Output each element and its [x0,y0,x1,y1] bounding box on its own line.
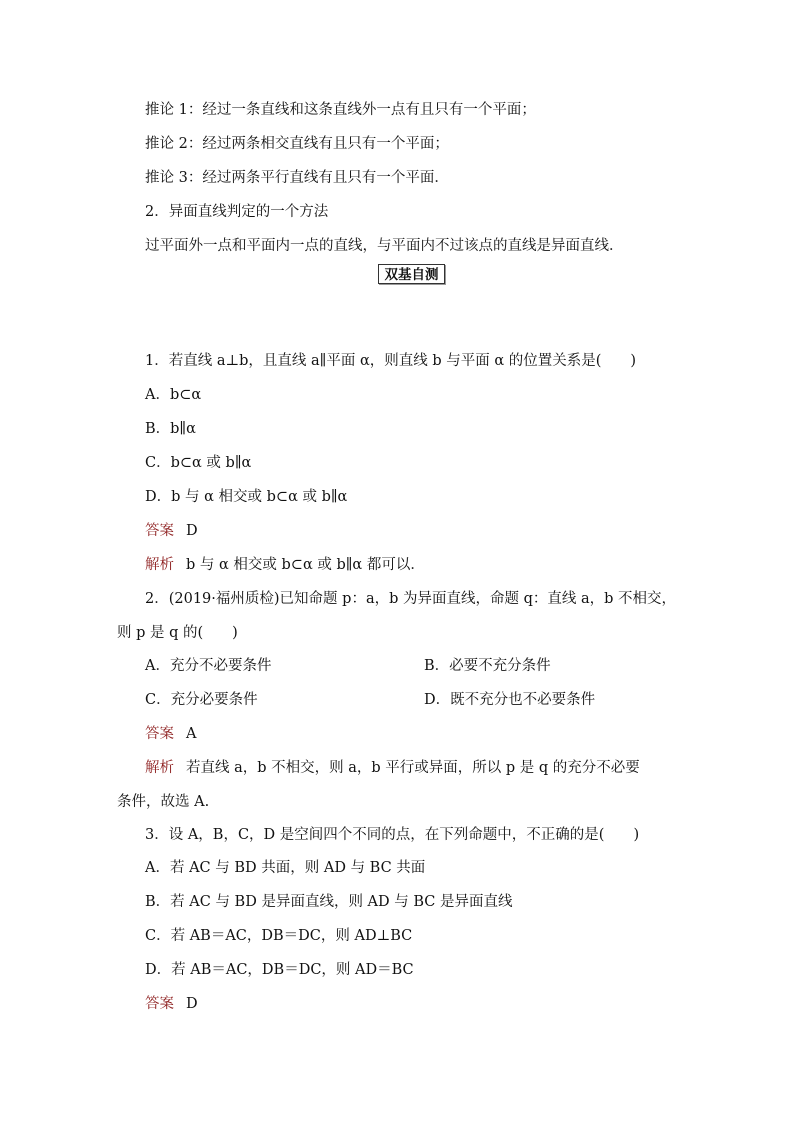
corollary-2: 推论 2：经过两条相交直线有且只有一个平面； [145,136,449,152]
analysis-label: 解析 [145,760,174,776]
q2-option-b: B．必要不充分条件 [424,658,551,674]
answer-label: 答案 [145,726,174,742]
q2-analysis-line1 [145,758,640,778]
method-text: 过平面外一点和平面内一点的直线，与平面内不过该点的直线是异面直线． [145,238,624,254]
analysis-label: 解析 [145,557,174,573]
q2-option-d: D．既不充分也不必要条件 [424,692,596,708]
q1-option-a: A．b⊂α [145,387,202,403]
method-heading: 2．异面直线判定的一个方法 [145,204,329,220]
q1-analysis-text: b 与 α 相交或 b⊂α 或 b∥α 都可以． [186,557,425,573]
corollary-3: 推论 3：经过两条平行直线有且只有一个平面． [145,170,449,186]
q1-option-b: B．b∥α [145,421,196,437]
q3-option-d: D．若 AB＝AC，DB＝DC，则 AD＝BC [145,962,414,978]
q1-answer-value: D [186,523,198,539]
q2-answer-value: A [186,726,197,742]
section-title: 双基自测 [378,264,445,284]
q2-stem-line2: 则 p 是 q 的( ) [117,625,238,641]
q2-analysis-text: 若直线 a，b 不相交，则 a，b 平行或异面，所以 p 是 q 的充分不必要 [186,760,640,776]
q1-option-c: C．b⊂α 或 b∥α [145,455,252,471]
q3-option-b: B．若 AC 与 BD 是异面直线，则 AD 与 BC 是异面直线 [145,894,513,910]
q1-option-d: D．b 与 α 相交或 b⊂α 或 b∥α [145,489,348,505]
q3-stem: 3．设 A，B，C，D 是空间四个不同的点，在下列命题中，不正确的是( ) [145,827,640,843]
q2-analysis-line2: 条件，故选 A. [117,794,210,810]
answer-label: 答案 [145,523,174,539]
q1-analysis [145,555,425,575]
q3-answer-value: D [186,996,198,1012]
corollary-1: 推论 1：经过一条直线和这条直线外一点有且只有一个平面； [145,102,536,118]
q3-option-a: A．若 AC 与 BD 共面，则 AD 与 BC 共面 [145,860,426,876]
q3-option-c: C．若 AB＝AC，DB＝DC，则 AD⊥BC [145,928,413,944]
q2-option-c: C．充分必要条件 [145,692,258,708]
q1-answer [145,521,198,541]
q1-stem: 1．若直线 a⊥b，且直线 a∥平面 α，则直线 b 与平面 α 的位置关系是( ) [145,353,637,369]
q2-answer [145,724,196,744]
q2-option-a: A．充分不必要条件 [145,658,272,674]
q3-answer [145,994,198,1014]
q2-stem-line1: 2．(2019·福州质检)已知命题 p：a，b 为异面直线，命题 q：直线 a，b 不相交， [145,591,677,607]
answer-label: 答案 [145,996,174,1012]
